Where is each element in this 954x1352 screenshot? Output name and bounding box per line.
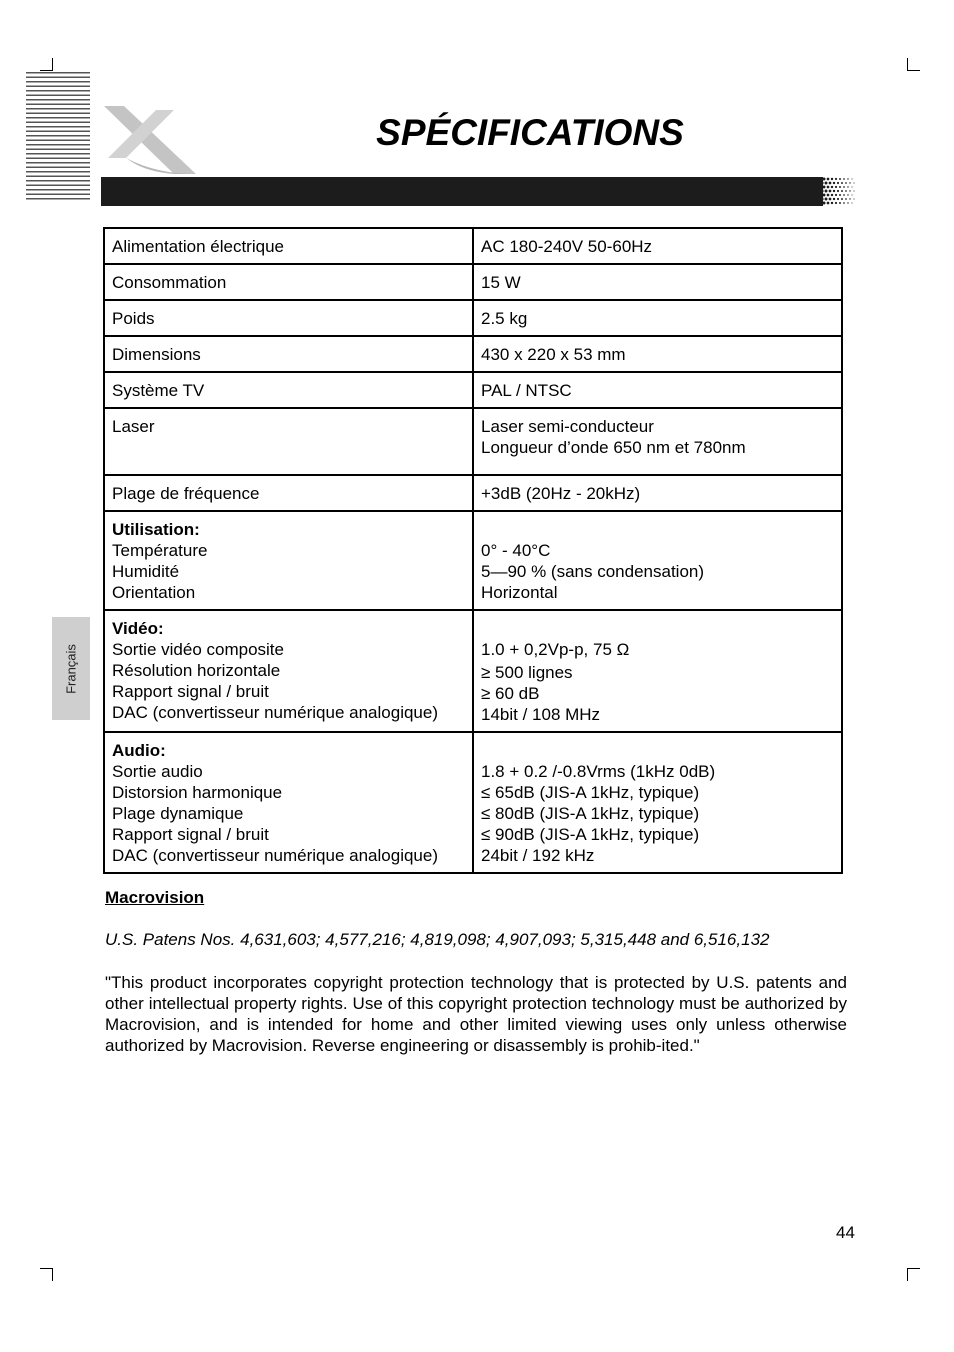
utilisation-value: 0° - 40°C (481, 541, 551, 560)
audio-label: Sortie audio (112, 762, 203, 781)
language-tab-label: Français (63, 643, 79, 694)
spec-value: 430 x 220 x 53 mm (473, 336, 842, 372)
brand-x-logo (96, 100, 196, 176)
spec-label (104, 732, 473, 873)
decorative-stripes (26, 72, 90, 200)
spec-value (473, 732, 842, 873)
spec-value (473, 511, 842, 610)
table-row (104, 475, 842, 511)
video-label: Résolution horizontale (112, 661, 281, 680)
audio-value: ≤ 80dB (JIS-A 1kHz, typique) (481, 804, 700, 823)
audio-value: ≤ 90dB (JIS-A 1kHz, typique) (481, 825, 700, 844)
crop-mark-top-right (907, 58, 920, 71)
audio-label: Distorsion harmonique (112, 783, 283, 802)
title-bar (101, 177, 823, 206)
laser-value-type: Laser semi-conducteur (481, 417, 654, 436)
video-label: DAC (convertisseur numérique analogique) (112, 703, 438, 722)
crop-mark-top-left (40, 58, 53, 71)
table-row-utilisation (104, 511, 842, 610)
table-row (104, 228, 842, 264)
table-row (104, 264, 842, 300)
table-row (104, 336, 842, 372)
spec-label (104, 511, 473, 610)
video-value: 14bit / 108 MHz (481, 705, 601, 724)
audio-value: 1.8 + 0.2 /-0.8Vrms (1kHz 0dB) (481, 762, 716, 781)
macrovision-patents: U.S. Patens Nos. 4,631,603; 4,577,216; 4,819,098; 4,907,093; 5,315,448 and 6,516,132 (105, 930, 770, 949)
spec-value: 15 W (473, 264, 842, 300)
crop-mark-bottom-left (40, 1268, 53, 1281)
audio-value: 24bit / 192 kHz (481, 846, 595, 865)
video-label: Rapport signal / bruit (112, 682, 269, 701)
video-heading: Vidéo: (112, 619, 164, 638)
table-row-video (104, 610, 842, 732)
utilisation-label: Température (112, 541, 208, 560)
spec-label: Poids (104, 300, 473, 336)
table-row (104, 300, 842, 336)
crop-mark-bottom-right (907, 1268, 920, 1281)
spec-label: Alimentation électrique (104, 228, 473, 264)
macrovision-heading: Macrovision (105, 888, 205, 907)
spec-value: +3dB (20Hz - 20kHz) (473, 475, 842, 511)
audio-label: Plage dynamique (112, 804, 244, 823)
macrovision-notice: "This product incorporates copyright protection technology that is protected by U.S. patents and other intellectual property rights. Use of this copyright protection technology must be authorized by Macrovision, and is intended for home and other limited viewing uses only unless otherwise authorized by Macrovision. Reverse engineering or disassembly is prohib-ited." (105, 973, 847, 1055)
utilisation-value: Horizontal (481, 583, 558, 602)
utilisation-label: Orientation (112, 583, 196, 602)
table-row (104, 372, 842, 408)
video-value: 1.0 + 0,2Vp-p, 75 Ω (481, 640, 630, 659)
spec-value (473, 408, 842, 475)
video-value: ≥ 500 lignes (481, 663, 573, 682)
spec-label (104, 408, 473, 475)
audio-label: DAC (convertisseur numérique analogique) (112, 846, 438, 865)
table-row-laser (104, 408, 842, 475)
title-bar-dot-pattern (818, 177, 856, 206)
spec-label: Plage de fréquence (104, 475, 473, 511)
utilisation-label: Humidité (112, 562, 180, 581)
spec-label: Système TV (104, 372, 473, 408)
video-value: ≥ 60 dB (481, 684, 540, 703)
specifications-table (103, 227, 843, 874)
audio-label: Rapport signal / bruit (112, 825, 269, 844)
spec-value: AC 180-240V 50-60Hz (473, 228, 842, 264)
audio-value: ≤ 65dB (JIS-A 1kHz, typique) (481, 783, 700, 802)
page-number: 44 (836, 1223, 855, 1242)
audio-heading: Audio: (112, 741, 166, 760)
laser-value-wavelength: Longueur d’onde 650 nm et 780nm (481, 438, 746, 457)
language-tab (52, 617, 90, 720)
video-label: Sortie vidéo composite (112, 640, 284, 659)
page-title: SPÉCIFICATIONS (376, 112, 684, 153)
spec-value (473, 610, 842, 732)
spec-value: 2.5 kg (473, 300, 842, 336)
utilisation-heading: Utilisation: (112, 520, 200, 539)
spec-label: Dimensions (104, 336, 473, 372)
spec-label: Consommation (104, 264, 473, 300)
laser-label: Laser (112, 417, 155, 436)
utilisation-value: 5—90 % (sans condensation) (481, 562, 705, 581)
spec-label (104, 610, 473, 732)
spec-value: PAL / NTSC (473, 372, 842, 408)
table-row-audio (104, 732, 842, 873)
